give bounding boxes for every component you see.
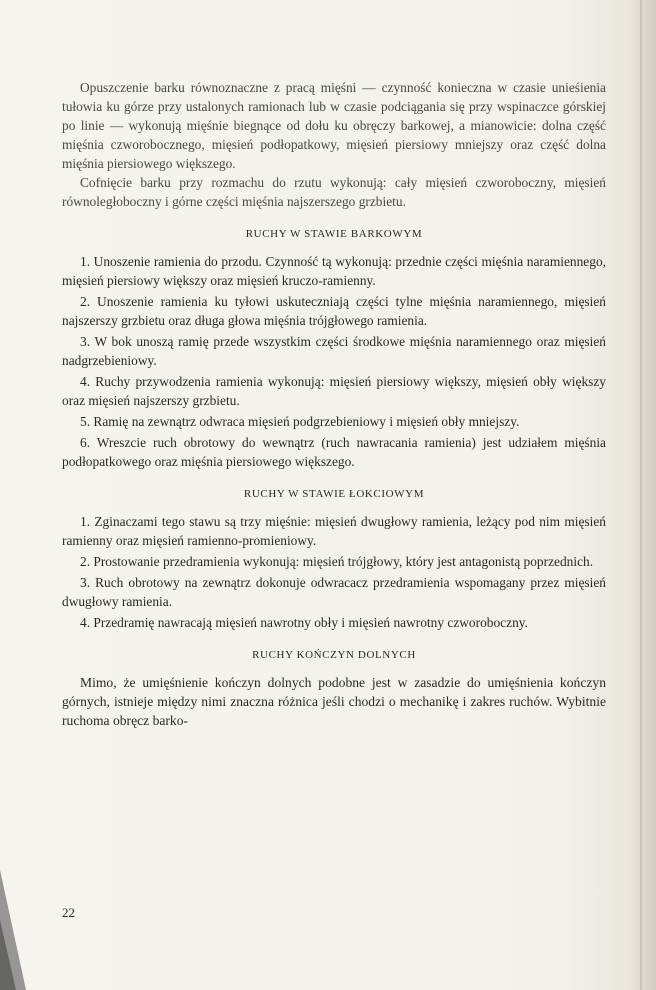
shoulder-item: 4. Ruchy przywodzenia ramienia wykonują: mięsień piersiowy większy, mięsień obły większy oraz mięsień najszerszy grzbietu. [62, 374, 606, 408]
page-edge [640, 0, 642, 990]
legs-paragraph: Mimo, że umięśnienie kończyn dolnych podobne jest w zasadzie do umięśnienia kończyn górnych, istnieje między nimi znaczna różnica jeśli chodzi o mechanikę i zakres ruchów. Wybitnie ruchoma obręcz barko- [62, 675, 606, 728]
shoulder-item: 2. Unoszenie ramienia ku tyłowi uskuteczniają części tylne mięśnia naramiennego, mięsień najszerszy grzbietu oraz długa głowa mięśnia trójgłowego ramienia. [62, 294, 606, 328]
page-text [62, 78, 606, 730]
elbow-item: 2. Prostowanie przedramienia wykonują: mięsień trójgłowy, który jest antagonistą poprzednich. [80, 554, 594, 569]
intro-paragraph-1: Opuszczenie barku równoznaczne z pracą mięśni — czynność konieczna w czasie unieśienia tułowia ku górze przy ustalonych ramionach lub w czasie podciągania się przy wspinaczce górskiej po linie — wykonują mięśnie biegnące od dołu ku obręczy barkowej, a mianowicie: dolna część mięśnia czworobocznego, mięsień podłopatkowy, mięsień piersiowy mniejszy oraz część dolna mięśnia piersiowego większego. [62, 80, 606, 171]
intro-paragraph-2: Cofnięcie barku przy rozmachu do rzutu wykonują: cały mięsień czworoboczny, mięsień równoległoboczny i górne części mięśnia najszerszego grzbietu. [62, 175, 606, 209]
heading-legs: RUCHY KOŃCZYN DOLNYCH [252, 649, 416, 661]
page-corner-shadow-dark [0, 920, 16, 990]
page-number: 22 [62, 905, 75, 920]
shoulder-item: 3. W bok unoszą ramię przede wszystkim części środkowe mięśnia naramiennego oraz mięsień nadgrzebieniowy. [62, 334, 606, 368]
shoulder-item: 6. Wreszcie ruch obrotowy do wewnątrz (ruch nawracania ramienia) jest udziałem mięśnia podłopatkowego oraz mięśnia piersiowego większego. [62, 435, 606, 469]
elbow-item: 4. Przedramię nawracają mięsień nawrotny obły i mięsień nawrotny czworoboczny. [80, 615, 528, 630]
heading-shoulder: RUCHY W STAWIE BARKOWYM [245, 228, 423, 240]
heading-elbow: RUCHY W STAWIE ŁOKCIOWYM [243, 488, 425, 500]
shoulder-item: 5. Ramię na zewnątrz odwraca mięsień podgrzebieniowy i mięsień obły mniejszy. [80, 414, 520, 429]
elbow-item: 3. Ruch obrotowy na zewnątrz dokonuje odwracacz przedramienia wspomagany przez mięsień dwugłowy ramienia. [62, 575, 606, 609]
shoulder-item: 1. Unoszenie ramienia do przodu. Czynność tą wykonują: przednie części mięśnia naramiennego, mięsień piersiowy większy oraz mięsień kruczo-ramienny. [62, 254, 606, 288]
elbow-item: 1. Zginaczami tego stawu są trzy mięśnie: mięsień dwugłowy ramienia, leżący pod nim mięsień ramienny oraz mięsień ramienno-promieniowy. [62, 514, 606, 548]
